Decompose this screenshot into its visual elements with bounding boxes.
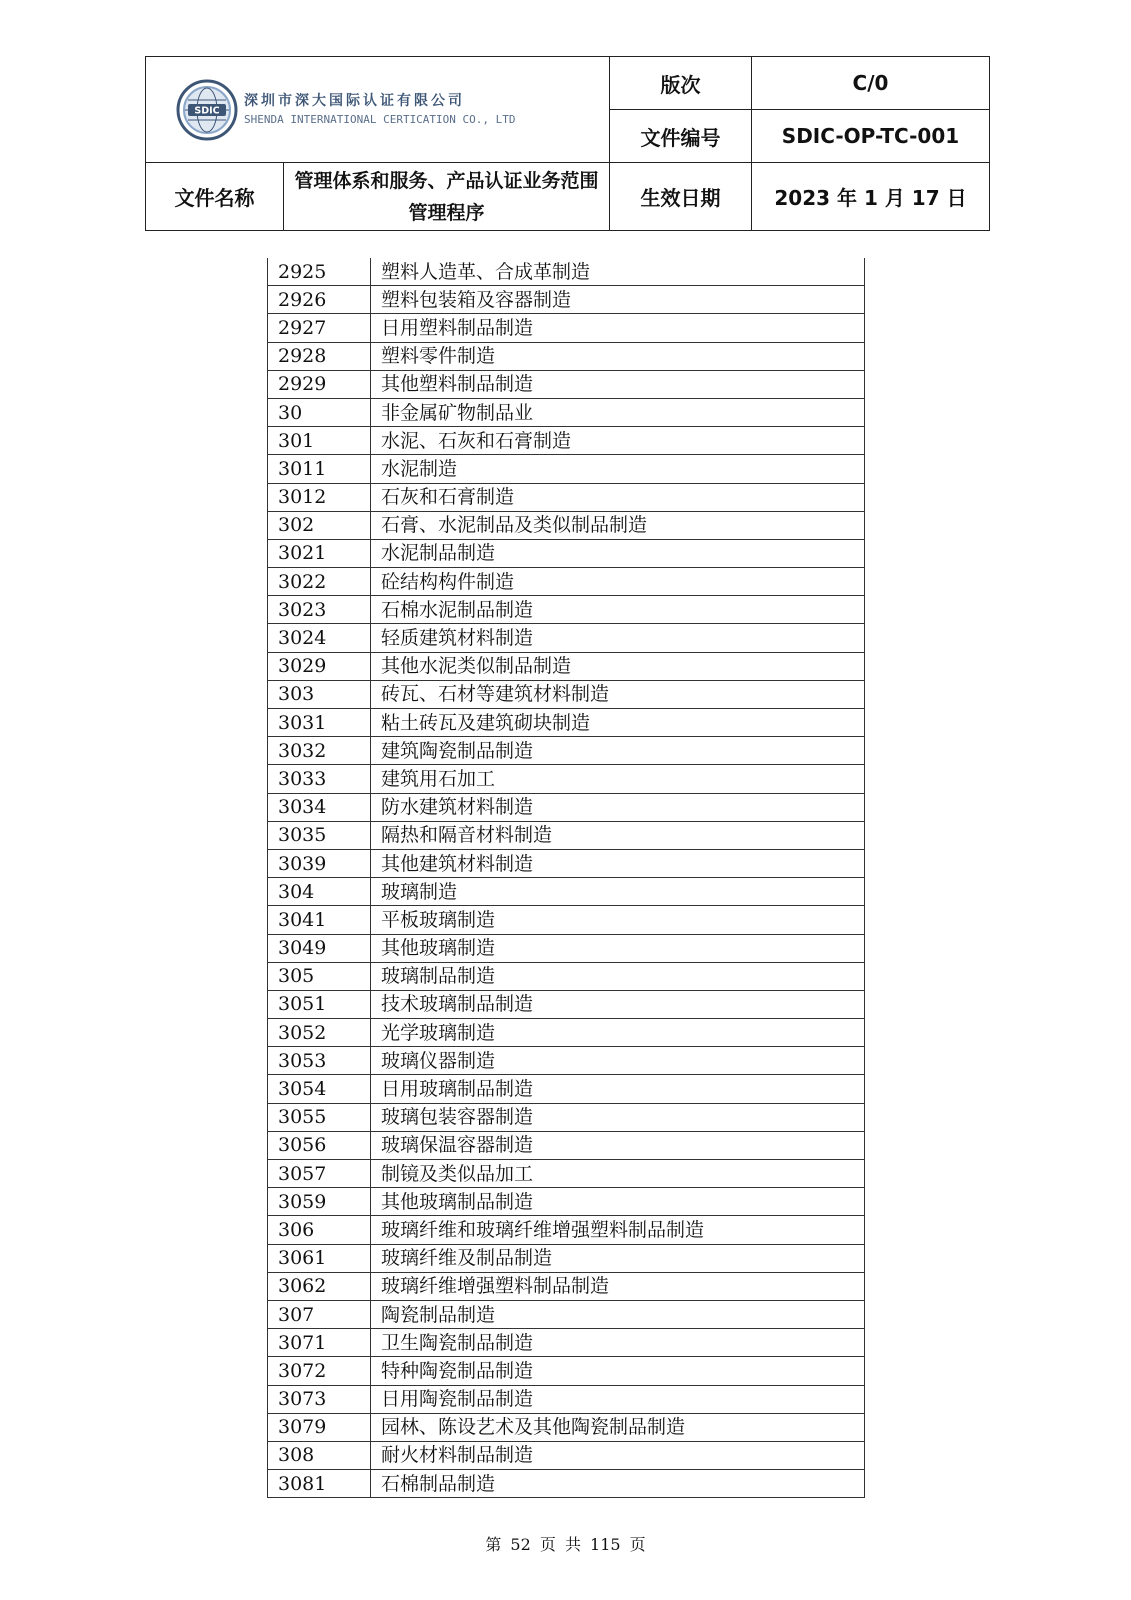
- doc-name-value: 管理体系和服务、产品认证业务范围管理程序: [284, 163, 610, 231]
- industry-code: 3057: [268, 1160, 371, 1188]
- table-row: [268, 539, 865, 567]
- table-row: [268, 568, 865, 596]
- company-logo-cell: [146, 57, 610, 163]
- industry-name: 塑料包装箱及容器制造: [371, 286, 865, 314]
- industry-code: 2926: [268, 286, 371, 314]
- industry-name: 制镜及类似品加工: [371, 1160, 865, 1188]
- table-row: [268, 765, 865, 793]
- table-row: [268, 1441, 865, 1469]
- document-header: [145, 56, 990, 231]
- industry-name: 耐火材料制品制造: [371, 1441, 865, 1469]
- industry-name: 玻璃纤维增强塑料制品制造: [371, 1272, 865, 1300]
- table-row: [268, 906, 865, 934]
- industry-code: 2929: [268, 370, 371, 398]
- industry-code: 3061: [268, 1244, 371, 1272]
- industry-name: 石棉水泥制品制造: [371, 596, 865, 624]
- industry-name: 日用塑料制品制造: [371, 314, 865, 342]
- industry-code: 307: [268, 1300, 371, 1328]
- industry-code: 304: [268, 878, 371, 906]
- industry-code-table-body: [268, 258, 865, 1498]
- table-row: [268, 1470, 865, 1498]
- industry-code: 3053: [268, 1047, 371, 1075]
- industry-code: 3062: [268, 1272, 371, 1300]
- industry-name: 玻璃制造: [371, 878, 865, 906]
- industry-code: 3035: [268, 821, 371, 849]
- industry-name: 石棉制品制造: [371, 1470, 865, 1498]
- industry-code: 3011: [268, 455, 371, 483]
- industry-code: 3051: [268, 990, 371, 1018]
- table-row: [268, 1244, 865, 1272]
- industry-code: 3023: [268, 596, 371, 624]
- industry-code: 3034: [268, 793, 371, 821]
- table-row: [268, 342, 865, 370]
- industry-code: 3033: [268, 765, 371, 793]
- industry-code: 3081: [268, 1470, 371, 1498]
- company-name-en: SHENDA INTERNATIONAL CERTICATION CO., LTD: [244, 113, 516, 127]
- table-row: [268, 821, 865, 849]
- industry-name: 玻璃制品制造: [371, 962, 865, 990]
- doc-name-label: 文件名称: [146, 163, 284, 231]
- industry-code-table: [267, 258, 865, 1498]
- industry-code: 3073: [268, 1385, 371, 1413]
- industry-name: 其他塑料制品制造: [371, 370, 865, 398]
- industry-code: 3071: [268, 1329, 371, 1357]
- industry-code: 306: [268, 1216, 371, 1244]
- industry-name: 建筑用石加工: [371, 765, 865, 793]
- table-row: [268, 511, 865, 539]
- version-value: C/0: [752, 57, 990, 110]
- industry-code: 3029: [268, 652, 371, 680]
- table-row: [268, 1272, 865, 1300]
- table-row: [268, 258, 865, 286]
- industry-name: 其他水泥类似制品制造: [371, 652, 865, 680]
- industry-code: 3072: [268, 1357, 371, 1385]
- industry-name: 特种陶瓷制品制造: [371, 1357, 865, 1385]
- table-row: [268, 793, 865, 821]
- industry-code: 30: [268, 398, 371, 426]
- table-row: [268, 1413, 865, 1441]
- table-row: [268, 314, 865, 342]
- table-row: [268, 1385, 865, 1413]
- table-row: [268, 878, 865, 906]
- industry-name: 塑料人造革、合成革制造: [371, 258, 865, 286]
- doc-number-value: SDIC-OP-TC-001: [752, 110, 990, 163]
- industry-name: 玻璃包装容器制造: [371, 1103, 865, 1131]
- industry-name: 园林、陈设艺术及其他陶瓷制品制造: [371, 1413, 865, 1441]
- industry-code: 3022: [268, 568, 371, 596]
- industry-code: 3032: [268, 737, 371, 765]
- industry-name: 防水建筑材料制造: [371, 793, 865, 821]
- table-row: [268, 1160, 865, 1188]
- table-row: [268, 849, 865, 877]
- logo-seal-text: SDIC: [194, 105, 220, 116]
- doc-number-label: 文件编号: [610, 110, 752, 163]
- industry-name: 其他玻璃制造: [371, 934, 865, 962]
- table-row: [268, 1019, 865, 1047]
- industry-code: 3021: [268, 539, 371, 567]
- industry-name: 技术玻璃制品制造: [371, 990, 865, 1018]
- industry-code: 3024: [268, 624, 371, 652]
- page-number: 第 52 页 共 115 页: [485, 1535, 646, 1554]
- industry-name: 非金属矿物制品业: [371, 398, 865, 426]
- table-row: [268, 934, 865, 962]
- industry-name: 水泥制造: [371, 455, 865, 483]
- industry-name: 轻质建筑材料制造: [371, 624, 865, 652]
- industry-name: 卫生陶瓷制品制造: [371, 1329, 865, 1357]
- industry-code: 302: [268, 511, 371, 539]
- table-row: [268, 624, 865, 652]
- industry-name: 光学玻璃制造: [371, 1019, 865, 1047]
- industry-name: 塑料零件制造: [371, 342, 865, 370]
- industry-name: 日用陶瓷制品制造: [371, 1385, 865, 1413]
- industry-code: 3056: [268, 1131, 371, 1159]
- effective-date-value: 2023 年 1 月 17 日: [752, 163, 990, 231]
- table-row: [268, 990, 865, 1018]
- industry-code: 3052: [268, 1019, 371, 1047]
- industry-code: 3055: [268, 1103, 371, 1131]
- industry-name: 玻璃纤维及制品制造: [371, 1244, 865, 1272]
- industry-name: 平板玻璃制造: [371, 906, 865, 934]
- industry-name: 建筑陶瓷制品制造: [371, 737, 865, 765]
- industry-code: 3039: [268, 849, 371, 877]
- industry-name: 玻璃纤维和玻璃纤维增强塑料制品制造: [371, 1216, 865, 1244]
- industry-name: 石灰和石膏制造: [371, 483, 865, 511]
- industry-code: 3012: [268, 483, 371, 511]
- industry-name: 隔热和隔音材料制造: [371, 821, 865, 849]
- table-row: [268, 370, 865, 398]
- version-label: 版次: [610, 57, 752, 110]
- industry-code: 2928: [268, 342, 371, 370]
- industry-name: 陶瓷制品制造: [371, 1300, 865, 1328]
- industry-code: 3049: [268, 934, 371, 962]
- industry-name: 水泥、石灰和石膏制造: [371, 427, 865, 455]
- industry-code: 3031: [268, 709, 371, 737]
- table-row: [268, 286, 865, 314]
- table-row: [268, 1300, 865, 1328]
- table-row: [268, 1103, 865, 1131]
- table-row: [268, 427, 865, 455]
- industry-name: 日用玻璃制品制造: [371, 1075, 865, 1103]
- industry-name: 水泥制品制造: [371, 539, 865, 567]
- table-row: [268, 455, 865, 483]
- table-row: [268, 596, 865, 624]
- company-logo: [176, 79, 609, 141]
- industry-name: 粘土砖瓦及建筑砌块制造: [371, 709, 865, 737]
- industry-code: 305: [268, 962, 371, 990]
- company-seal-icon: [176, 79, 238, 141]
- industry-code: 3041: [268, 906, 371, 934]
- industry-code: 3059: [268, 1188, 371, 1216]
- industry-code: 303: [268, 680, 371, 708]
- table-row: [268, 398, 865, 426]
- industry-name: 其他玻璃制品制造: [371, 1188, 865, 1216]
- industry-code: 308: [268, 1441, 371, 1469]
- table-row: [268, 737, 865, 765]
- industry-name: 其他建筑材料制造: [371, 849, 865, 877]
- industry-code: 301: [268, 427, 371, 455]
- table-row: [268, 1216, 865, 1244]
- industry-name: 石膏、水泥制品及类似制品制造: [371, 511, 865, 539]
- industry-name: 砖瓦、石材等建筑材料制造: [371, 680, 865, 708]
- table-row: [268, 1357, 865, 1385]
- table-row: [268, 1329, 865, 1357]
- table-row: [268, 709, 865, 737]
- industry-name: 玻璃仪器制造: [371, 1047, 865, 1075]
- industry-name: 砼结构构件制造: [371, 568, 865, 596]
- table-row: [268, 962, 865, 990]
- table-row: [268, 652, 865, 680]
- company-name-cn: 深圳市深大国际认证有限公司: [244, 92, 465, 109]
- table-row: [268, 483, 865, 511]
- industry-name: 玻璃保温容器制造: [371, 1131, 865, 1159]
- table-row: [268, 1075, 865, 1103]
- industry-code: 2925: [268, 258, 371, 286]
- industry-code: 3079: [268, 1413, 371, 1441]
- table-row: [268, 1047, 865, 1075]
- table-row: [268, 1131, 865, 1159]
- effective-date-label: 生效日期: [610, 163, 752, 231]
- table-row: [268, 1188, 865, 1216]
- industry-code: 3054: [268, 1075, 371, 1103]
- industry-code: 2927: [268, 314, 371, 342]
- table-row: [268, 680, 865, 708]
